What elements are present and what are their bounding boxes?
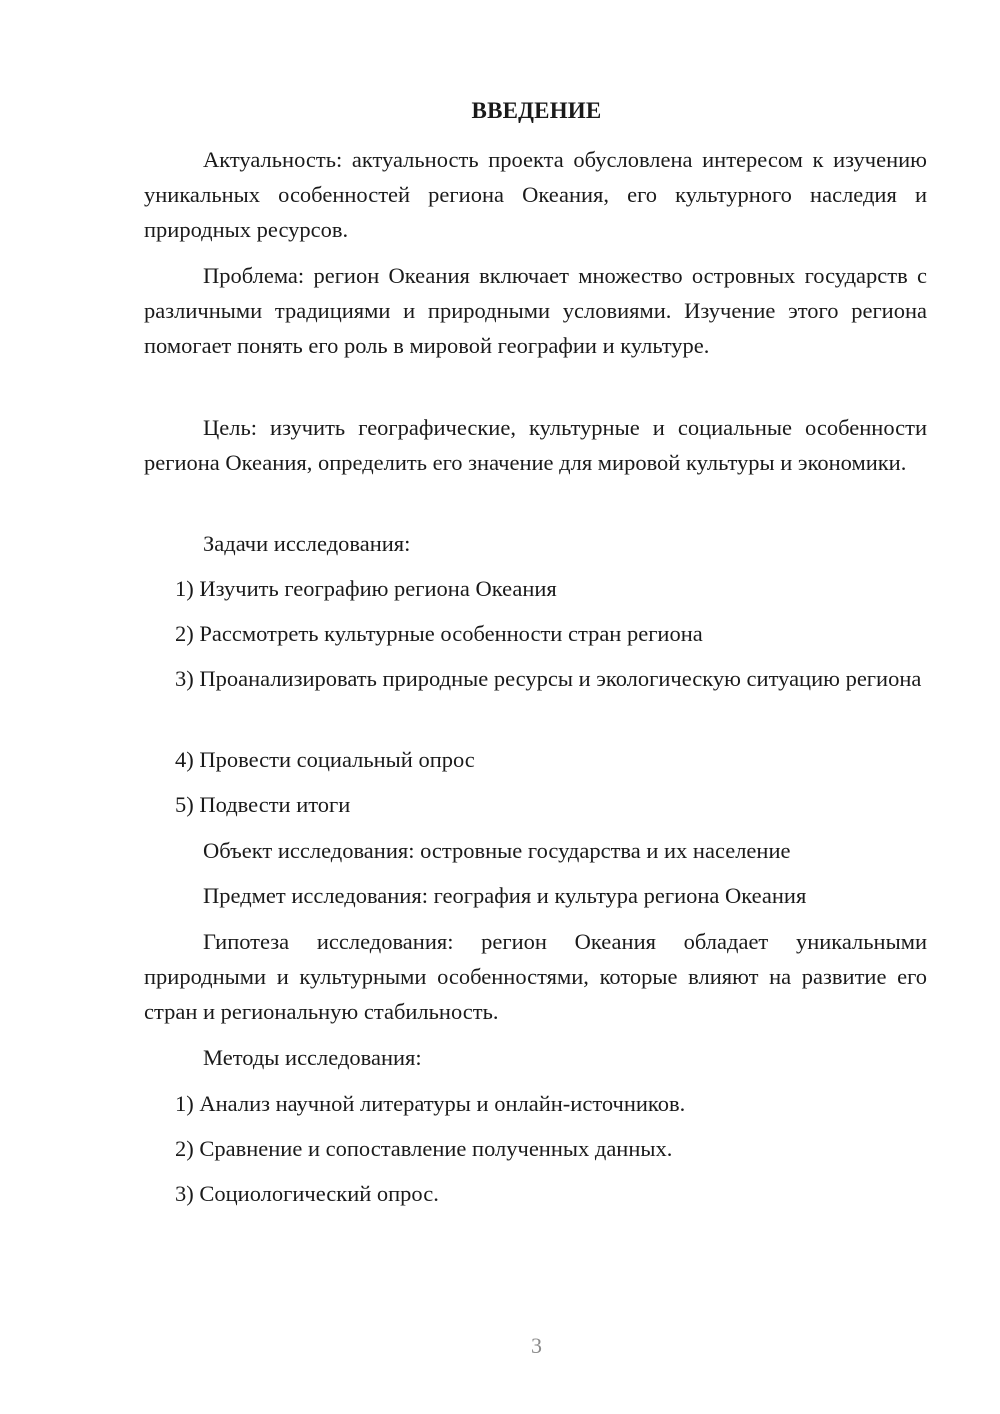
task-item: 3) Проанализировать природные ресурсы и экологическую ситуацию региона: [175, 666, 922, 691]
problem-paragraph: Проблема: регион Океания включает множество островных государств с различными традициями и природными условиями. Изучение этого региона помогает понять его роль в мировой географии и культуре.: [144, 263, 927, 358]
relevance-paragraph: Актуальность: актуальность проекта обусловлена интересом к изучению уникальных особенностей региона Океания, его культурного наследия и природных ресурсов.: [144, 147, 927, 242]
page-title: ВВЕДЕНИЕ: [471, 98, 602, 123]
tasks-heading: Задачи исследования:: [203, 531, 411, 556]
task-item: 4) Провести социальный опрос: [175, 747, 475, 772]
goal-paragraph: Цель: изучить географические, культурные и социальные особенности региона Океания, определить его значение для мировой культуры и экономики.: [144, 415, 927, 475]
method-item: 3) Социологический опрос.: [175, 1181, 439, 1206]
research-subject: Предмет исследования: география и культура региона Океания: [203, 883, 807, 908]
task-item: 1) Изучить географию региона Океания: [175, 576, 557, 601]
method-item: 2) Сравнение и сопоставление полученных данных.: [175, 1136, 673, 1161]
method-item: 1) Анализ научной литературы и онлайн-источников.: [175, 1091, 686, 1116]
research-object: Объект исследования: островные государства и их население: [203, 838, 791, 863]
task-item: 2) Рассмотреть культурные особенности стран региона: [175, 621, 703, 646]
hypothesis-paragraph: Гипотеза исследования: регион Океания обладает уникальными природными и культурными особенностями, которые влияют на развитие его стран и региональную стабильность.: [144, 929, 927, 1024]
methods-heading: Методы исследования:: [203, 1045, 422, 1070]
task-item: 5) Подвести итоги: [175, 792, 351, 817]
page-number: 3: [531, 1333, 542, 1358]
